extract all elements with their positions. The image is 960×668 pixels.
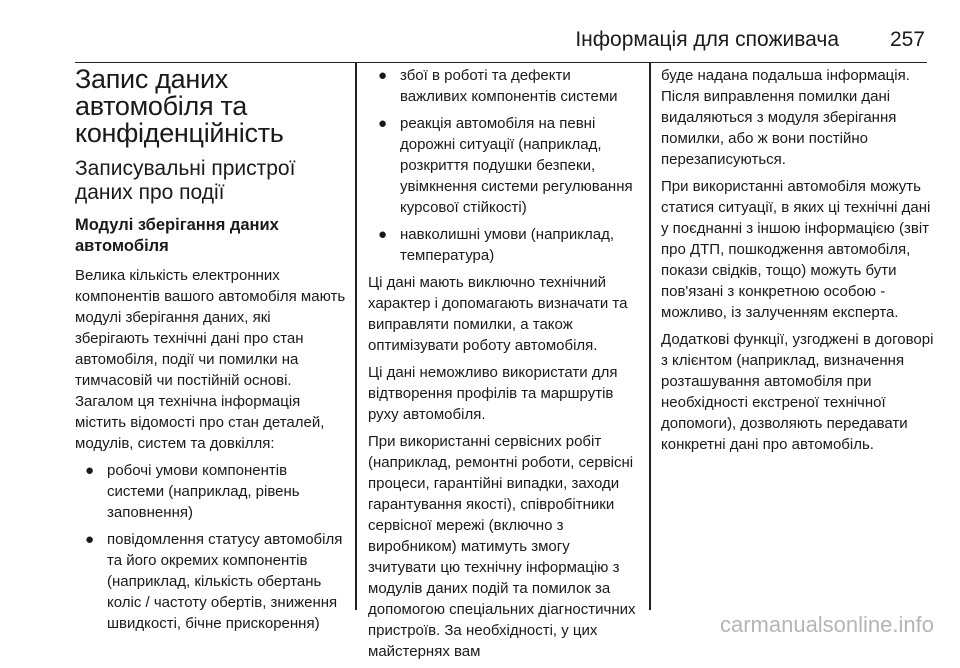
list-item-text: робочі умови компонентів системи (наприклад, рівень заповнення) <box>107 462 300 521</box>
bullet-icon: ● <box>378 115 388 132</box>
list-item-text: повідомлення статусу автомобіля та його окремих компонентів (наприклад, кількість обертань коліс / частоту обертів, зниження швидкості, бічне прискорення) <box>107 531 343 632</box>
bullet-list <box>368 65 638 266</box>
section-title: Запис даних автомобіля та конфіденційність <box>75 64 284 148</box>
bullet-icon: ● <box>85 462 95 479</box>
list-item-text: навколишні умови (наприклад, температура) <box>400 226 614 264</box>
paragraph: При використанні автомобіля можуть статися ситуації, в яких ці технічні дані у поєднанні з іншою інформацією (звіт про ДТП, пошкодження автомобіля, покази свідків, тощо) можуть бути пов'язані з конкретною особою - можливо, із залученням експерта. <box>661 178 931 321</box>
paragraph: Додаткові функції, узгоджені в договорі з клієнтом (наприклад, визначення розташування автомобіля при необхідності екстреної технічної допомоги), дозволяють передавати конкретні дані про автомобіль. <box>661 331 934 453</box>
page-number: 257 <box>889 28 925 51</box>
paragraph: Ці дані мають виключно технічний характер і допомагають визначати та виправляти помилки, а також оптимізувати роботу автомобіля. <box>368 274 628 354</box>
watermark: carmanualsonline.info <box>719 612 934 637</box>
subsection-title: Записувальні пристрої даних про події <box>75 157 296 204</box>
bullet-icon: ● <box>378 226 388 243</box>
list-item-text: реакція автомобіля на певні дорожні ситуації (наприклад, розкриття подушки безпеки, увімкнення системи регулювання курсової стійкості) <box>400 115 633 216</box>
column-divider-left <box>355 62 357 610</box>
paragraph: Велика кількість електронних компонентів вашого автомобіля мають модулі зберігання даних, які зберігають технічні дані про стан автомобіля, події чи помилки на тимчасовій чи постійній основі. Загалом ця технічна інформація містить відомості про стан деталей, модулів, систем та довкілля: <box>75 267 346 452</box>
list-item <box>368 65 638 107</box>
column-divider-right <box>649 62 651 610</box>
column-3 <box>661 65 936 461</box>
bullet-icon: ● <box>85 531 95 548</box>
bullet-list <box>75 460 347 634</box>
bullet-icon: ● <box>378 67 388 84</box>
paragraph: Ці дані неможливо використати для відтворення профілів та маршрутів руху автомобіля. <box>368 364 618 423</box>
list-item-text: збої в роботі та дефекти важливих компонентів системи <box>400 67 618 105</box>
list-item <box>368 224 638 266</box>
header-title: Інформація для споживача <box>575 28 839 51</box>
paragraph: буде надана подальша інформація. Після виправлення помилки дані видаляються з модуля зберігання помилки, або ж вони постійно перезаписуються. <box>661 67 910 168</box>
list-item <box>368 113 638 218</box>
list-item <box>75 529 347 634</box>
subheading: Модулі зберігання даних автомобіля <box>75 216 279 255</box>
page-header <box>75 22 927 63</box>
list-item <box>75 460 347 523</box>
column-2 <box>368 65 638 668</box>
column-1 <box>75 62 347 640</box>
paragraph: При використанні сервісних робіт (наприклад, ремонтні роботи, сервісні процеси, гарантійні випадки, заходи гарантування якості), співробітники сервісної мережі (включно з виробником) матимуть змогу зчитувати цю технічну інформацію з модулів даних подій та помилок за допомогою спеціальних діагностичних пристроїв. За необхідності, у цих майстернях вам <box>368 433 636 660</box>
